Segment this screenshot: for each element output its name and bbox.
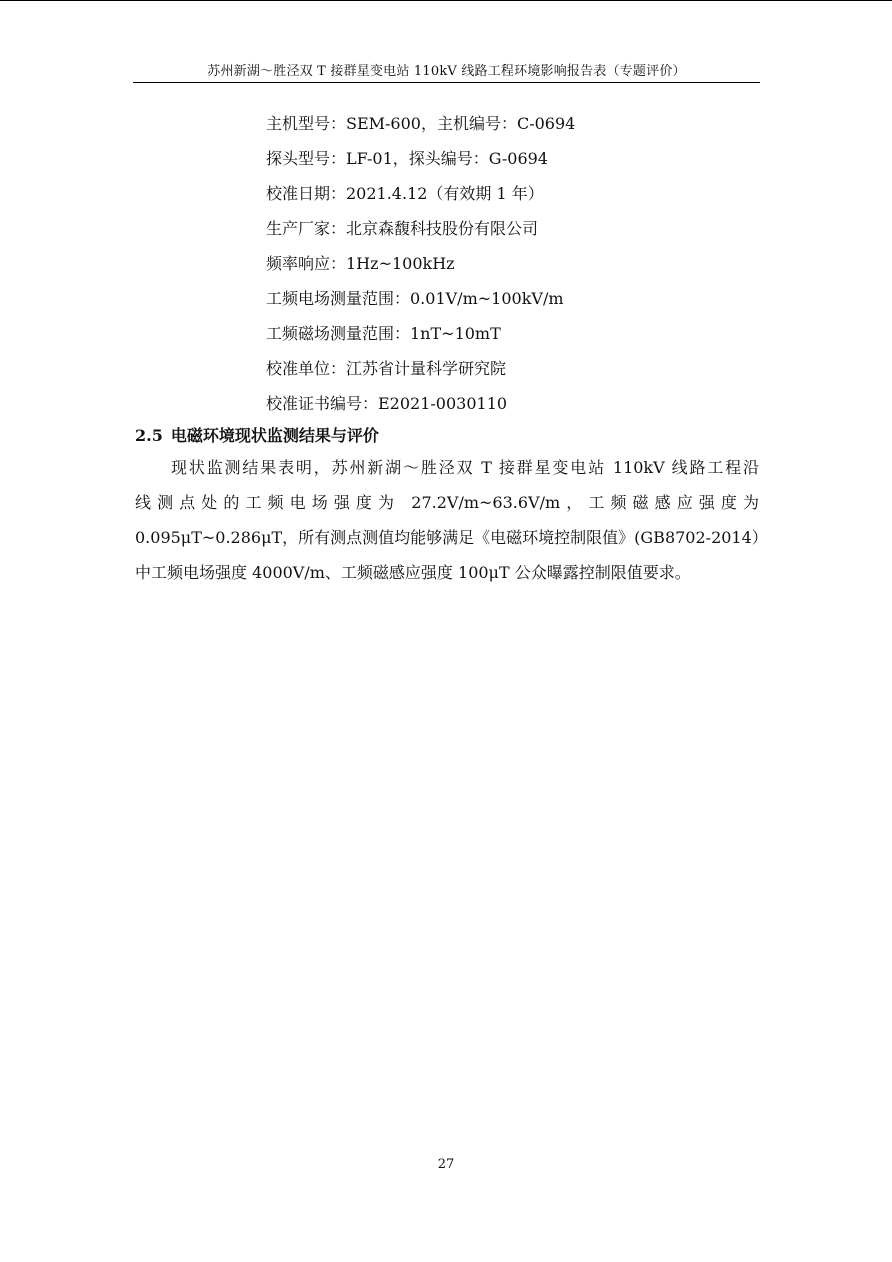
spec-magnetic-field-range: 工频磁场测量范围：1nT~10mT [266,324,501,343]
page-number: 27 [437,1157,455,1172]
spec-manufacturer: 生产厂家：北京森馥科技股份有限公司 [266,219,539,238]
spec-calibration-unit: 校准单位：江苏省计量科学研究院 [266,359,507,378]
paragraph-line: 中工频电场强度 4000V/m、工频磁感应强度 100μT 公众曝露控制限值要求。 [135,563,691,582]
paragraph-line: 线测点处的工频电场强度为 27.2V/m~63.6V/m，工频磁感应强度为 [135,493,759,512]
spec-certificate-number: 校准证书编号：E2021-0030110 [266,394,508,413]
spec-electric-field-range: 工频电场测量范围：0.01V/m~100kV/m [266,289,564,308]
instrument-spec-list [266,106,575,421]
section-heading [135,423,379,449]
spec-frequency-response: 频率响应：1Hz~100kHz [266,254,455,273]
section-title: 电磁环境现状监测结果与评价 [170,426,379,445]
section-number: 2.5 [135,426,163,445]
page-top-border [0,0,892,1]
spec-probe-model: 探头型号：LF-01，探头编号：G-0694 [266,149,548,168]
paragraph-line: 现状监测结果表明，苏州新湖～胜泾双 T 接群星变电站 110kV 线路工程沿 [171,458,759,477]
header-rule [133,82,760,83]
paragraph-line: 0.095μT~0.286μT，所有测点测值均能够满足《电磁环境控制限值》(GB8702-2014） [135,528,768,547]
spec-calibration-date: 校准日期：2021.4.12（有效期 1 年） [266,184,544,203]
running-header: 苏州新湖～胜泾双 T 接群星变电站 110kV 线路工程环境影响报告表（专题评价） [207,64,686,79]
spec-host-model: 主机型号：SEM-600，主机编号：C-0694 [266,114,576,133]
